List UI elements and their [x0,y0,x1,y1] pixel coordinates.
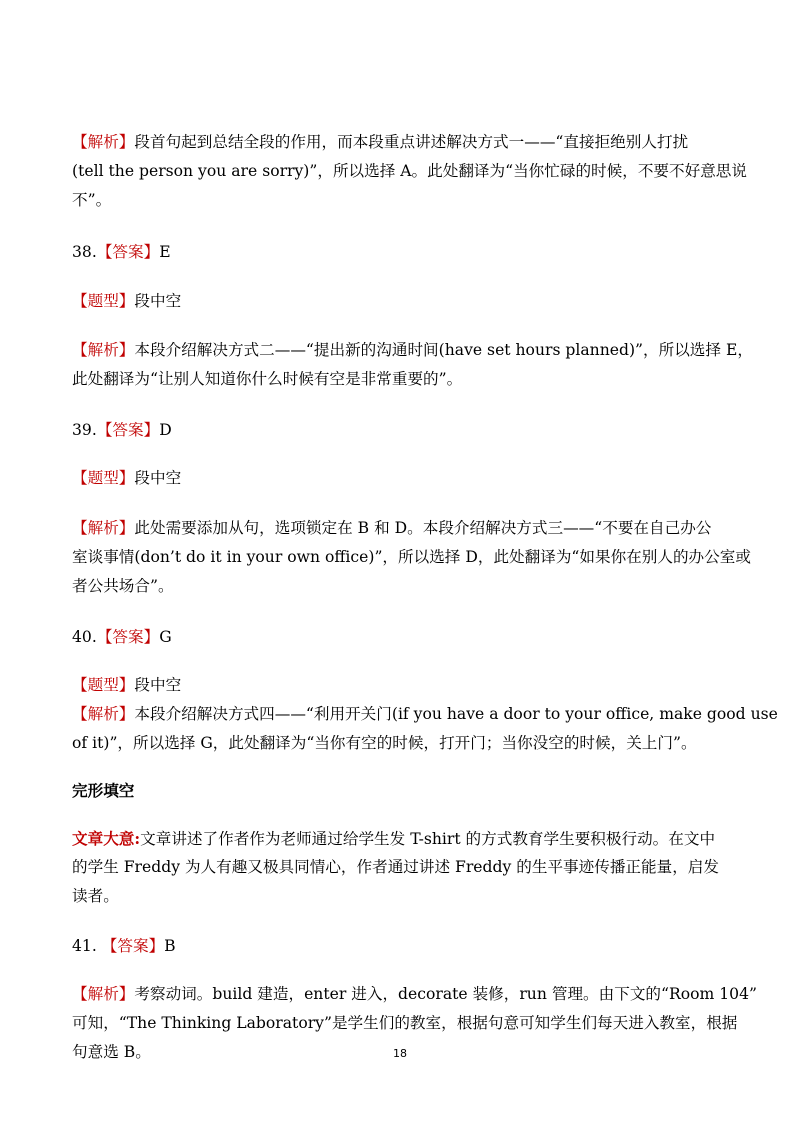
answer-marker: 【答案】 [96,421,160,439]
question-number: 40. [72,628,97,646]
analysis-text: of it)”，所以选择 G，此处翻译为“当你有空的时候，打开门；当你没空的时候，关上门”。 [72,734,697,752]
analysis-text: 本段介绍解决方式四——“利用开关门(if you have a door to your office, make good use [134,705,778,723]
answer-line-38 [72,238,730,267]
analysis-text: 段首句起到总结全段的作用，而本段重点讲述解决方式一——“直接拒绝别人打扰 [134,133,689,151]
analysis-text: 此处翻译为“让别人知道你什么时候有空是非常重要的”。 [72,370,463,388]
answer-value: D [159,421,172,439]
type-line-38 [72,287,730,316]
summary-text: 的学生 Freddy 为人有趣又极具同情心，作者通过讲述 Freddy 的生平事迹传播正能量，启发 [72,858,719,876]
analysis-text: 者公共场合”。 [72,577,174,595]
question-number: 39. [72,421,97,439]
answer-marker: 【答案】 [101,937,165,955]
type-line-39 [72,464,730,493]
analysis-text: (tell the person you are sorry)”，所以选择 A。此处翻译为“当你忙碌的时候，不要不好意思说 [72,162,747,180]
answer-marker: 【答案】 [96,243,160,261]
type-value: 段中空 [134,292,182,310]
analysis-marker: 【解析】 [72,985,135,1003]
page-number: 18 [393,1047,407,1060]
analysis-line [72,336,753,365]
analysis-marker: 【解析】 [72,341,135,359]
analysis-marker: 【解析】 [72,705,135,723]
type-value: 段中空 [134,676,182,694]
question-number: 38. [72,243,97,261]
analysis-text: 句意选 B。 [72,1043,151,1061]
analysis-line [72,514,730,543]
answer-line-40 [72,623,730,652]
type-marker: 【题型】 [72,292,135,310]
analysis-text: 本段介绍解决方式二——“提出新的沟通时间(have set hours planned)”，所以选择 E， [134,341,753,359]
analysis-marker: 【解析】 [72,133,135,151]
summary-label: 文章大意: [72,829,141,848]
analysis-line [72,700,778,729]
question-number: 41. [72,937,97,955]
analysis-text: 室谈事情(don’t do it in your own office)”，所以选择 D，此处翻译为“如果你在别人的办公室或 [72,548,751,566]
analysis-text: 不”。 [72,191,112,209]
analysis-line [72,128,730,157]
answer-marker: 【答案】 [96,628,160,646]
section-heading: 完形填空 [72,781,135,800]
summary-line [72,824,730,854]
type-value: 段中空 [134,469,182,487]
summary-text: 读者。 [72,887,119,905]
analysis-marker: 【解析】 [72,519,135,537]
type-line-40 [72,671,730,700]
answer-value: B [164,937,176,955]
analysis-text: 可知，“The Thinking Laboratory”是学生们的教室，根据句意可知学生们每天进入教室，根据 [72,1014,738,1032]
answer-line-41 [72,932,730,961]
analysis-text: 考察动词。build 建造，enter 进入，decorate 装修，run 管理。由下文的“Room 104” [134,985,757,1003]
summary-text: 文章讲述了作者作为老师通过给学生发 T-shirt 的方式教育学生要积极行动。在文中 [140,830,716,848]
answer-line-39 [72,416,730,445]
analysis-line [72,980,757,1009]
type-marker: 【题型】 [72,676,135,694]
answer-value: E [159,243,171,261]
answer-value: G [159,628,172,646]
type-marker: 【题型】 [72,469,135,487]
analysis-text: 此处需要添加从句，选项锁定在 B 和 D。本段介绍解决方式三——“不要在自己办公 [134,519,712,537]
